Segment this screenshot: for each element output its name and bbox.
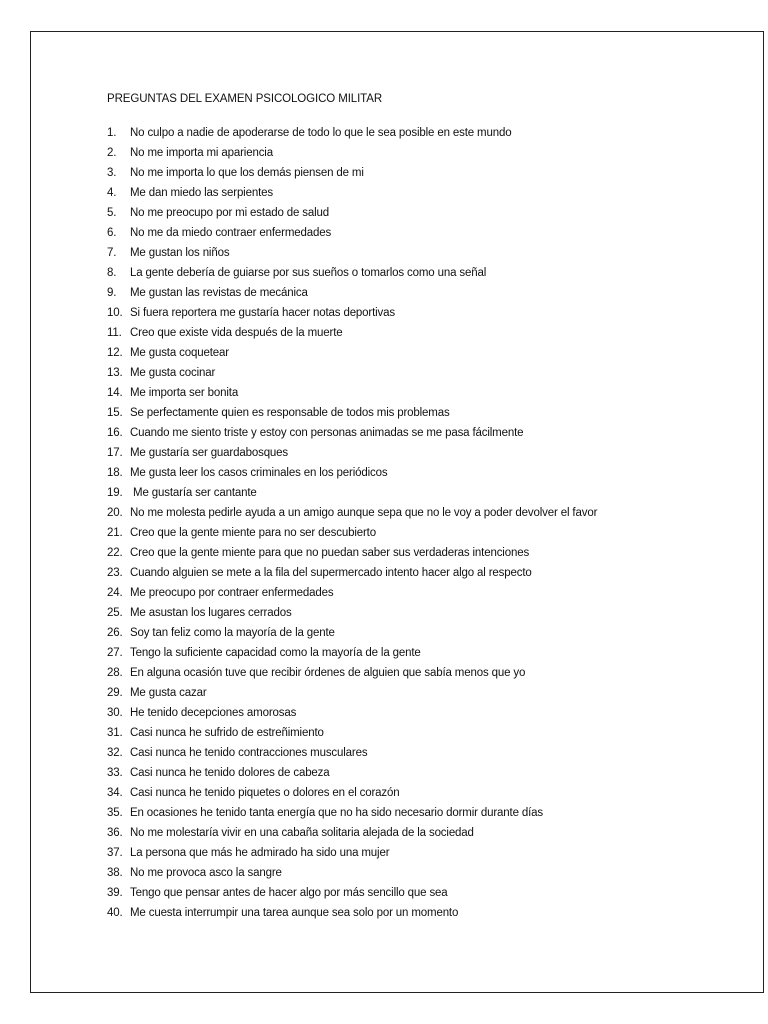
question-item: [107, 563, 597, 583]
question-item: [107, 503, 597, 523]
question-number: 38.: [107, 867, 123, 879]
question-item: [107, 383, 597, 403]
question-number: 7.: [107, 247, 117, 259]
question-text: Casi nunca he tenido contracciones musculares: [130, 747, 368, 759]
question-number: 40.: [107, 907, 123, 919]
question-number: 27.: [107, 647, 123, 659]
question-number: 18.: [107, 467, 123, 479]
question-number: 33.: [107, 767, 123, 779]
document-title: PREGUNTAS DEL EXAMEN PSICOLOGICO MILITAR: [107, 93, 383, 105]
question-number: 15.: [107, 407, 123, 419]
question-item: [107, 403, 597, 423]
question-number: 5.: [107, 207, 117, 219]
question-number: 22.: [107, 547, 123, 559]
question-number: 21.: [107, 527, 123, 539]
question-item: [107, 903, 597, 923]
question-number: 37.: [107, 847, 123, 859]
question-number: 25.: [107, 607, 123, 619]
question-item: [107, 223, 597, 243]
question-text: No me provoca asco la sangre: [130, 867, 282, 879]
question-item: [107, 363, 597, 383]
question-text: No me molesta pedirle ayuda a un amigo aunque sepa que no le voy a poder devolver el favor: [130, 507, 598, 519]
question-text: Casi nunca he sufrido de estreñimiento: [130, 727, 324, 739]
question-item: [107, 823, 597, 843]
question-text: Creo que la gente miente para no ser descubierto: [130, 527, 376, 539]
question-text: Me cuesta interrumpir una tarea aunque sea solo por un momento: [130, 907, 459, 919]
question-text: Cuando alguien se mete a la fila del supermercado intento hacer algo al respecto: [130, 567, 532, 579]
question-number: 12.: [107, 347, 123, 359]
question-item: [107, 283, 597, 303]
question-text: Me gusta cazar: [130, 687, 207, 699]
question-item: [107, 143, 597, 163]
question-number: 6.: [107, 227, 117, 239]
question-item: [107, 683, 597, 703]
question-number: 11.: [107, 327, 122, 339]
question-text: Me gustaría ser guardabosques: [130, 447, 289, 459]
question-text: Cuando me siento triste y estoy con personas animadas se me pasa fácilmente: [130, 427, 524, 439]
question-text: Tengo que pensar antes de hacer algo por más sencillo que sea: [130, 887, 448, 899]
question-item: [107, 723, 597, 743]
document-page: [30, 31, 764, 993]
question-number: 16.: [107, 427, 123, 439]
question-item: [107, 443, 597, 463]
question-number: 17.: [107, 447, 123, 459]
question-text: Casi nunca he tenido piquetes o dolores en el corazón: [130, 787, 400, 799]
question-number: 1.: [107, 127, 117, 139]
question-text: Soy tan feliz como la mayoría de la gente: [130, 627, 335, 639]
question-item: [107, 243, 597, 263]
question-item: [107, 703, 597, 723]
question-text: Me dan miedo las serpientes: [130, 187, 273, 199]
question-number: 14.: [107, 387, 123, 399]
question-text: No culpo a nadie de apoderarse de todo lo que le sea posible en este mundo: [130, 127, 512, 139]
question-item: [107, 483, 597, 503]
question-text: He tenido decepciones amorosas: [130, 707, 297, 719]
question-item: [107, 163, 597, 183]
question-item: [107, 263, 597, 283]
question-number: 2.: [107, 147, 117, 159]
question-number: 19.: [107, 487, 123, 499]
question-text: En alguna ocasión tuve que recibir órdenes de alguien que sabía menos que yo: [130, 667, 526, 679]
question-item: [107, 203, 597, 223]
question-text: Me preocupo por contraer enfermedades: [130, 587, 334, 599]
question-item: [107, 303, 597, 323]
question-number: 10.: [107, 307, 123, 319]
question-text: Se perfectamente quien es responsable de todos mis problemas: [130, 407, 450, 419]
question-number: 34.: [107, 787, 123, 799]
question-text: Tengo la suficiente capacidad como la mayoría de la gente: [130, 647, 421, 659]
question-item: [107, 603, 597, 623]
question-text: Creo que existe vida después de la muerte: [130, 327, 343, 339]
question-number: 35.: [107, 807, 123, 819]
question-item: [107, 543, 597, 563]
question-number: 28.: [107, 667, 123, 679]
question-number: 26.: [107, 627, 123, 639]
question-number: 39.: [107, 887, 123, 899]
question-item: [107, 123, 597, 143]
question-text: La gente debería de guiarse por sus sueños o tomarlos como una señal: [130, 267, 487, 279]
question-list: [107, 123, 597, 923]
question-text: Me gustan las revistas de mecánica: [130, 287, 308, 299]
question-text: La persona que más he admirado ha sido una mujer: [130, 847, 390, 859]
question-text: Me gustan los niños: [130, 247, 230, 259]
question-item: [107, 803, 597, 823]
question-item: [107, 323, 597, 343]
question-item: [107, 463, 597, 483]
question-item: [107, 743, 597, 763]
question-number: 13.: [107, 367, 123, 379]
question-text: No me importa mi apariencia: [130, 147, 273, 159]
question-text: Casi nunca he tenido dolores de cabeza: [130, 767, 330, 779]
question-text: Creo que la gente miente para que no puedan saber sus verdaderas intenciones: [130, 547, 530, 559]
question-text: Me importa ser bonita: [130, 387, 239, 399]
question-number: 8.: [107, 267, 117, 279]
question-number: 3.: [107, 167, 117, 179]
question-item: [107, 523, 597, 543]
question-item: [107, 783, 597, 803]
question-number: 32.: [107, 747, 123, 759]
question-item: [107, 763, 597, 783]
question-number: 9.: [107, 287, 117, 299]
question-number: 30.: [107, 707, 123, 719]
question-item: [107, 583, 597, 603]
question-item: [107, 883, 597, 903]
question-text: Me gustaría ser cantante: [130, 487, 257, 499]
question-item: [107, 863, 597, 883]
question-text: No me importa lo que los demás piensen de mi: [130, 167, 364, 179]
question-text: Si fuera reportera me gustaría hacer notas deportivas: [130, 307, 396, 319]
question-item: [107, 843, 597, 863]
question-number: 29.: [107, 687, 123, 699]
question-item: [107, 183, 597, 203]
question-item: [107, 643, 597, 663]
question-text: Me gusta coquetear: [130, 347, 229, 359]
question-item: [107, 623, 597, 643]
question-number: 31.: [107, 727, 123, 739]
question-text: Me gusta cocinar: [130, 367, 216, 379]
question-text: No me da miedo contraer enfermedades: [130, 227, 332, 239]
question-number: 20.: [107, 507, 123, 519]
question-number: 36.: [107, 827, 123, 839]
question-item: [107, 663, 597, 683]
question-number: 23.: [107, 567, 123, 579]
question-item: [107, 343, 597, 363]
question-item: [107, 423, 597, 443]
question-number: 4.: [107, 187, 117, 199]
question-number: 24.: [107, 587, 123, 599]
question-text: Me asustan los lugares cerrados: [130, 607, 292, 619]
question-text: No me molestaría vivir en una cabaña solitaria alejada de la sociedad: [130, 827, 474, 839]
question-text: No me preocupo por mi estado de salud: [130, 207, 330, 219]
question-text: En ocasiones he tenido tanta energía que no ha sido necesario dormir durante días: [130, 807, 543, 819]
question-text: Me gusta leer los casos criminales en los periódicos: [130, 467, 388, 479]
